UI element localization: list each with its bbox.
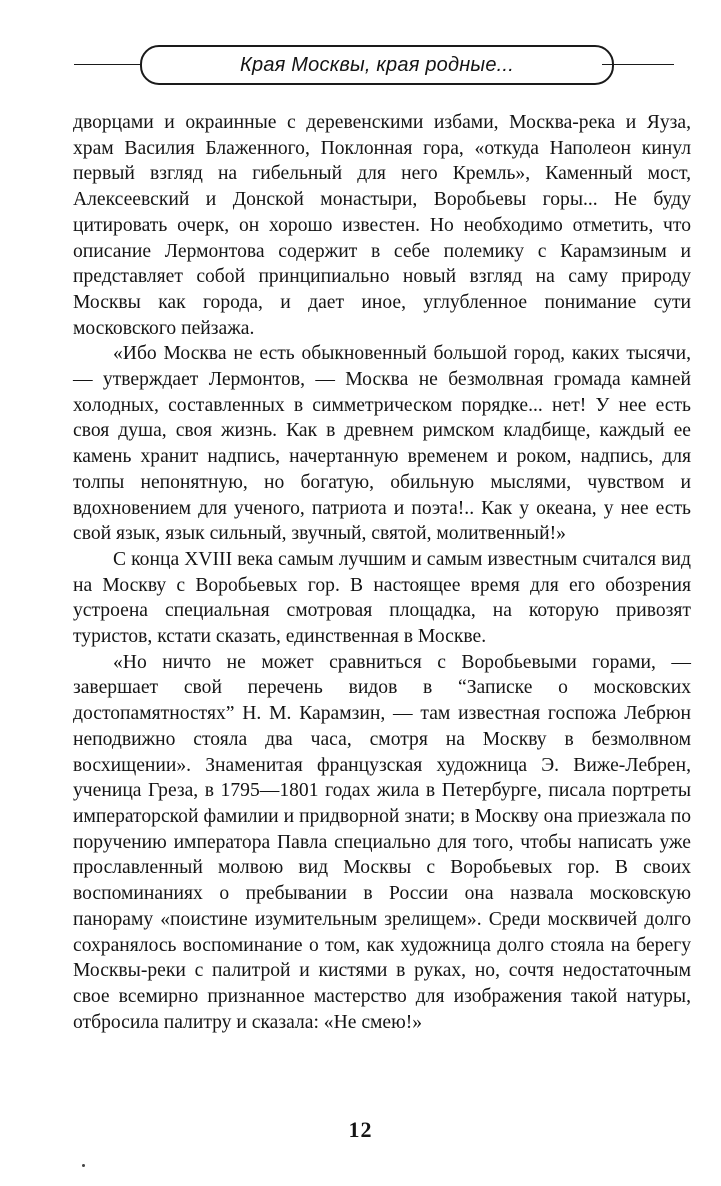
page-number: 12 (348, 1117, 373, 1142)
paragraph-3: С конца XVIII века самым лучшим и самым известным считался вид на Москву с Воробьевых гор. В настоящее время для его обозрения устроена специальная смотровая площадка, на которую привозят туристов, кстати сказать, единственная в Москве. (73, 548, 691, 648)
header-frame (140, 45, 614, 85)
paragraph-1: дворцами и окраинные с деревенскими избами, Москва-река и Яуза, храм Василия Блаженного, Поклонная гора, «откуда Наполеон кинул первый взгляд на гибельный для него Кремль», Каменный мост, Алексеевский и Донской монастыри, Воробьевы горы... Не буду цитировать очерк, он хорошо известен. Но необходимо отметить, что описание Лермонтова содержит в себе полемику с Карамзиным и представляет собой принципиально новый взгляд на саму природу Москвы как города, и дает иное, углубленное понимание сути московского пейзажа. (73, 112, 691, 339)
header-rule-left (74, 64, 150, 65)
paragraph-4: «Но ничто не может сравниться с Воробьевыми горами, — завершает свой перечень видов в “Записке о московских достопамятностях” Н. М. Карамзин, — там известная госпожа Лебрюн неподвижно стояла два часа, смотря на Москву в безмолвном восхищении». Знаменитая французская художница Э. Виже-Лебрен, ученица Греза, в 1795—1801 годах жила в Петербурге, писала портреты императорской фамилии и придворной знати; в Москву она приезжала по поручению императора Павла специально для того, чтобы написать уже прославленный молвою вид Москвы с Воробьевых гор. В своих воспоминаниях о пребывании в России она назвала московскую панораму «поистине изумительным зрелищем». Среди москвичей долго сохранялось воспоминание о том, как художница долго стояла на берегу Москвы-реки с палитрой и кистями в руках, но, сочтя недостаточным свое всемирно признанное мастерство для изображения такой натуры, отбросила палитру и сказала: «Не смею!» (73, 651, 691, 1033)
paragraph-2: «Ибо Москва не есть обыкновенный большой город, каких тысячи, — утверждает Лермонтов, — Москва не безмолвная громада камней холодных, составленных в симметрическом порядке... нет! У нее есть своя душа, своя жизнь. Как в древнем римском кладбище, каждый ее камень хранит надпись, начертанную временем и роком, надпись, для толпы непонятную, но богатую, обильную мыслями, чувством и вдохновением для ученого, патриота и поэта!.. Как у океана, у нее есть свой язык, язык сильный, звучный, святой, молитвенный!» (73, 343, 691, 545)
print-speck (82, 1164, 85, 1167)
body-text (73, 110, 691, 1035)
running-header-title: Края Москвы, края родные... (240, 53, 514, 76)
running-header (74, 44, 674, 84)
header-rule-right (602, 64, 674, 65)
